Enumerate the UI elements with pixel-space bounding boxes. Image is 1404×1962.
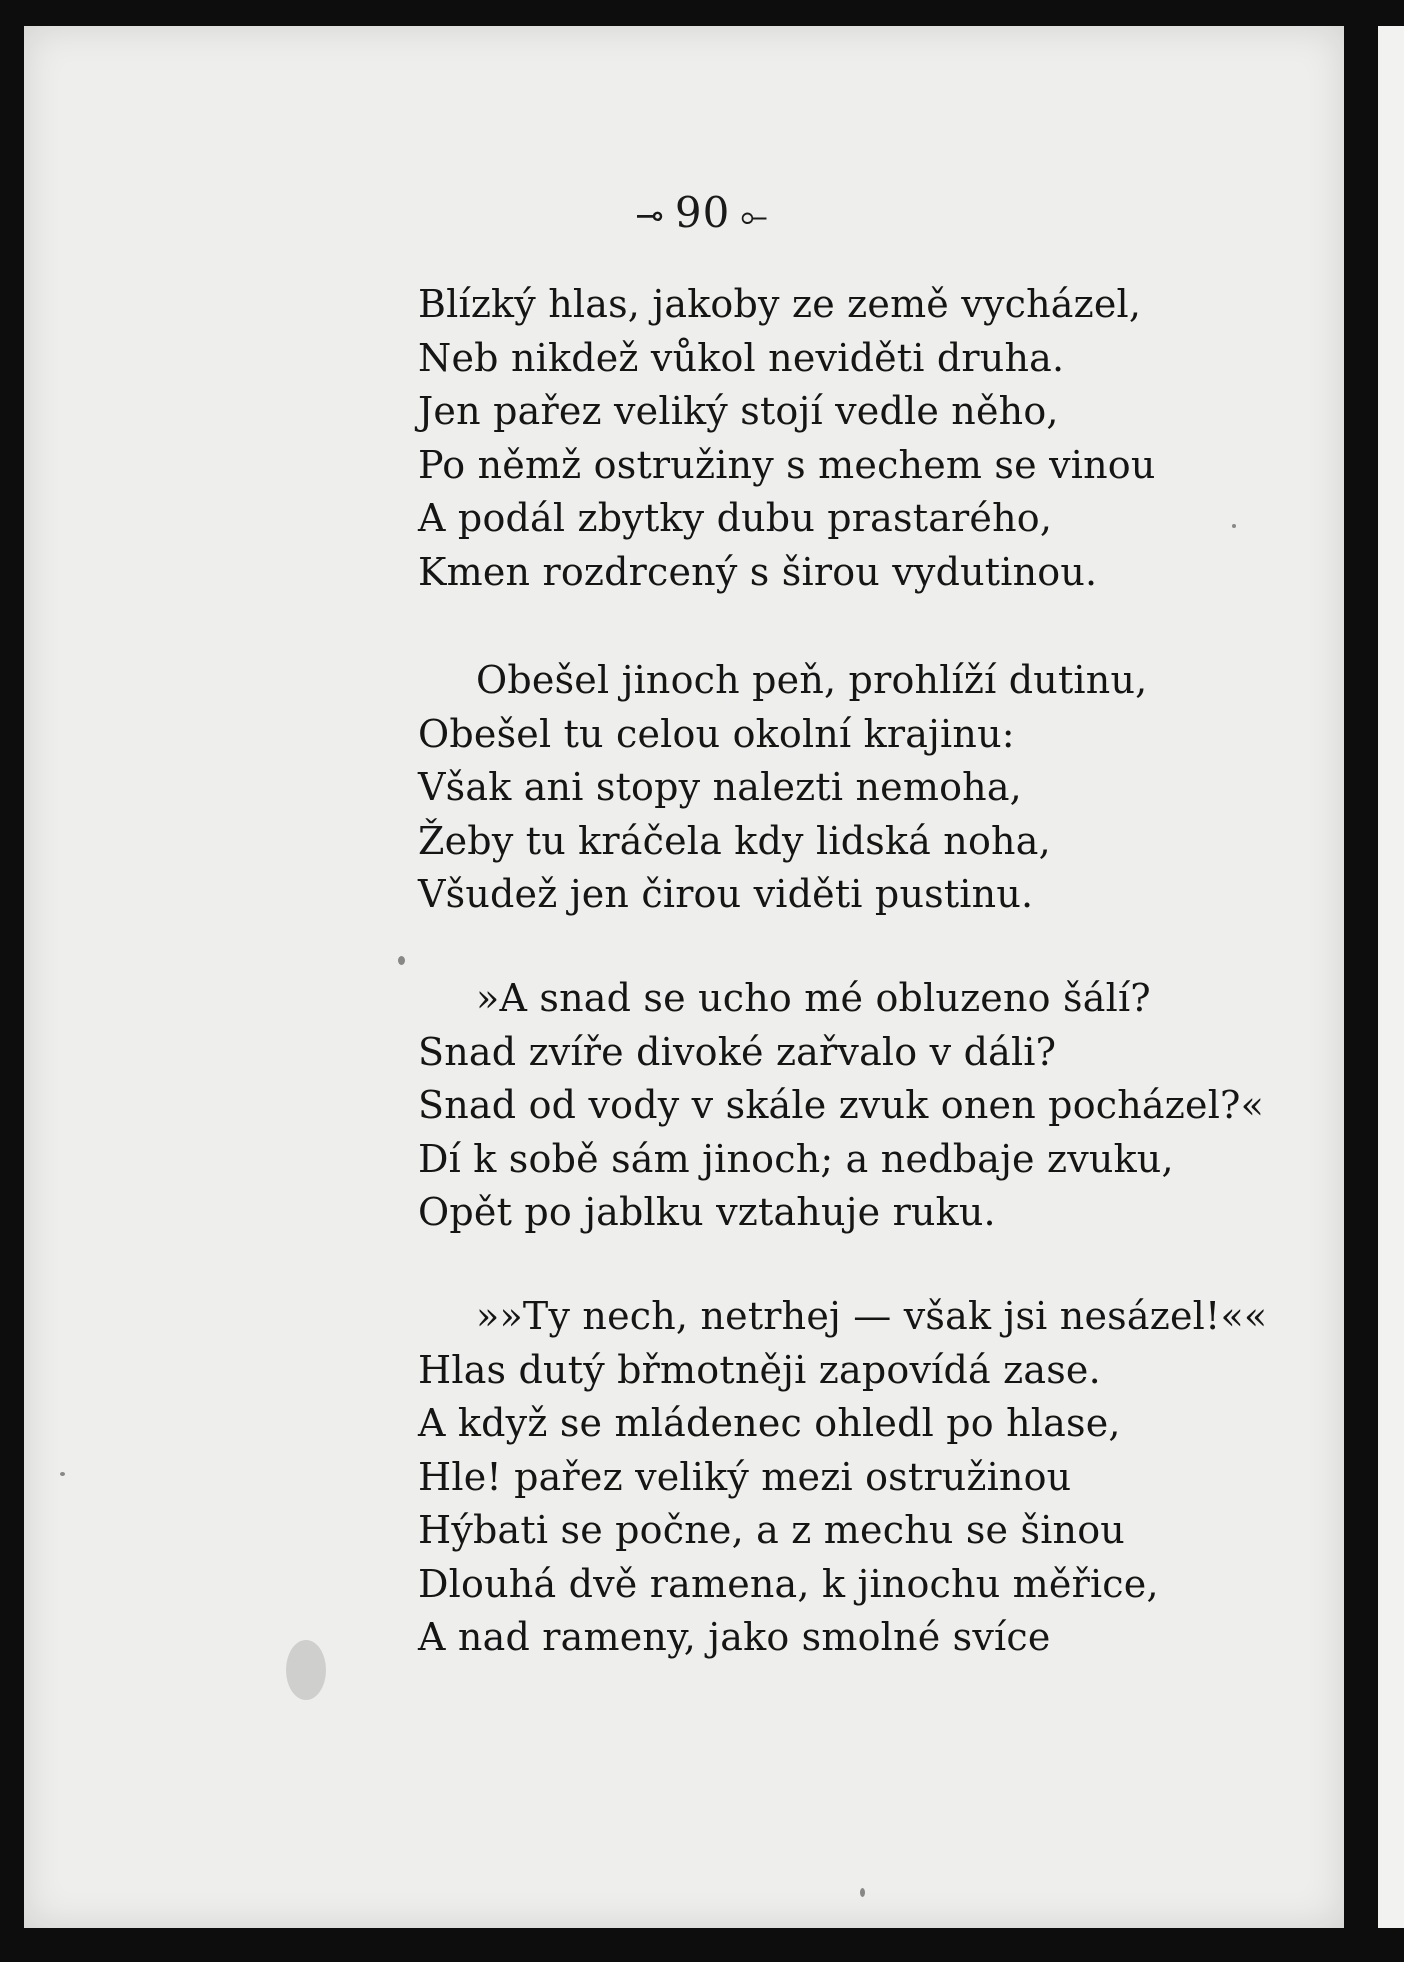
verse-line: Snad od vody v skále zvuk onen pocházel?« — [418, 1083, 1265, 1127]
paper-speck — [398, 956, 405, 965]
stanza-3 — [418, 972, 1264, 1240]
verse-line: A když se mládenec ohledl po hlase, — [418, 1401, 1121, 1445]
verse-line: Žeby tu kráčela kdy lidská noha, — [418, 818, 1051, 863]
verse-line: Snad zvíře divoké zařvalo v dáli? — [418, 1029, 1057, 1074]
verse-line: Neb nikdež vůkol neviděti druha. — [418, 335, 1065, 380]
verse-line: Obešel tu celou okolní krajinu: — [418, 711, 1015, 756]
stanza-1 — [418, 278, 1156, 599]
paper-speck — [60, 1472, 65, 1476]
verse-line: Však ani stopy nalezti nemoha, — [418, 765, 1022, 809]
verse-line: A nad rameny, jako smolné svíce — [418, 1615, 1051, 1659]
verse-line: Hle! pařez veliký mezi ostružinou — [418, 1454, 1072, 1499]
verse-line: »A snad se ucho mé obluzeno šálí? — [476, 976, 1151, 1020]
verse-line: Hýbati se počne, a z mechu se šinou — [418, 1508, 1125, 1552]
next-page-edge — [1378, 26, 1404, 1928]
verse-line: A podál zbytky dubu prastarého, — [418, 496, 1053, 540]
paper-speck — [860, 1888, 865, 1897]
verse-line: Blízký hlas, jakoby ze země vycházel, — [418, 282, 1142, 326]
paper-speck — [1232, 524, 1236, 528]
verse-line: Opět po jablku vztahuje ruku. — [418, 1190, 996, 1234]
verse-line: Jen pařez veliký stojí vedle něho, — [418, 389, 1059, 433]
page-header — [0, 188, 1404, 237]
verse-line: Všudež jen čirou viděti pustinu. — [418, 872, 1034, 916]
verse-line: Dlouhá dvě ramena, k jinochu měřice, — [418, 1561, 1159, 1606]
verse-line: Po němž ostružiny s mechem se vinou — [418, 442, 1156, 487]
verse-line: Hlas dutý břmotněji zapovídá zase. — [418, 1347, 1101, 1392]
stanza-4 — [418, 1290, 1267, 1665]
left-ornament-icon: ⊸ — [635, 196, 665, 236]
page-number: 90 — [674, 188, 731, 237]
right-ornament-icon: ⟜ — [740, 196, 769, 236]
verse-line: Kmen rozdrcený s širou vydutinou. — [418, 549, 1098, 594]
paper-stain — [286, 1640, 326, 1700]
verse-line: Obešel jinoch peň, prohlíží dutinu, — [476, 658, 1148, 702]
stanza-2 — [418, 654, 1147, 922]
verse-line: Dí k sobě sám jinoch; a nedbaje zvuku, — [418, 1136, 1174, 1181]
verse-line: »»Ty nech, netrhej — však jsi nesázel!«« — [476, 1294, 1268, 1338]
